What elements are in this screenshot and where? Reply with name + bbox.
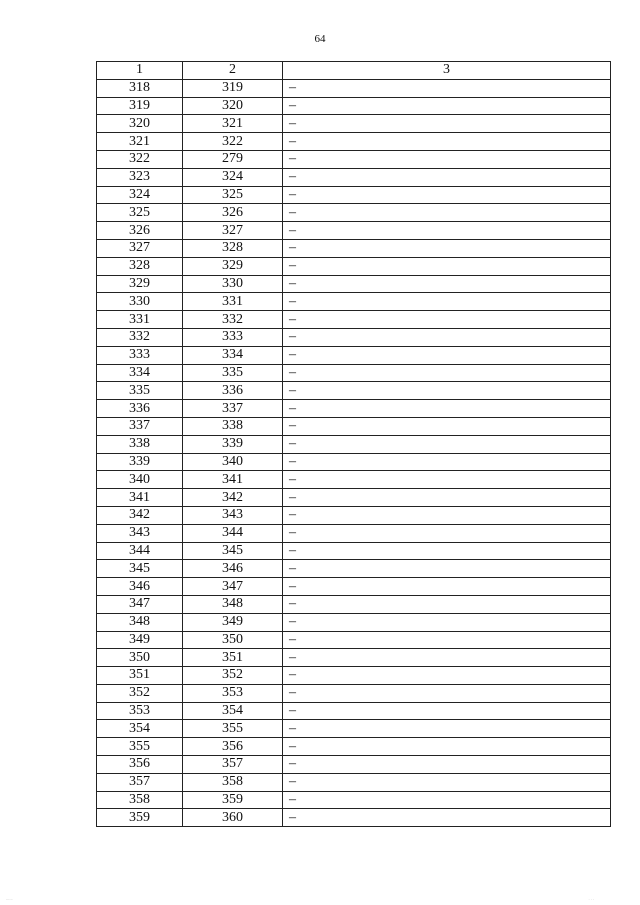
table-cell-col2: 321: [183, 115, 283, 133]
table-cell-col1: 322: [97, 150, 183, 168]
table-cell-col2: 350: [183, 631, 283, 649]
table-cell-col2: 354: [183, 702, 283, 720]
table-cell-col2: 279: [183, 150, 283, 168]
table-cell-col2: 333: [183, 328, 283, 346]
table-cell-col2: 330: [183, 275, 283, 293]
table-cell-col1: 328: [97, 257, 183, 275]
table-cell-col2: 353: [183, 684, 283, 702]
table-row: [97, 382, 611, 400]
table-cell-col2: 352: [183, 667, 283, 685]
table-cell-col1: 357: [97, 773, 183, 791]
table-cell-col3: –: [283, 168, 611, 186]
table-row: [97, 328, 611, 346]
table-cell-col1: 353: [97, 702, 183, 720]
table-row: [97, 578, 611, 596]
table-row: [97, 222, 611, 240]
table-row: [97, 417, 611, 435]
data-table: [96, 61, 611, 827]
table-cell-col2: 341: [183, 471, 283, 489]
table-cell-col2: 348: [183, 595, 283, 613]
table-cell-col3: –: [283, 560, 611, 578]
table-row: [97, 738, 611, 756]
table-cell-col2: 357: [183, 756, 283, 774]
table-cell-col1: 327: [97, 239, 183, 257]
table-cell-col3: –: [283, 791, 611, 809]
table-cell-col2: 359: [183, 791, 283, 809]
table-row: [97, 346, 611, 364]
table-cell-col2: 356: [183, 738, 283, 756]
table-cell-col3: –: [283, 293, 611, 311]
page-number: 64: [314, 33, 326, 45]
table-cell-col1: 356: [97, 756, 183, 774]
table-cell-col2: 325: [183, 186, 283, 204]
table-cell-col3: –: [283, 328, 611, 346]
table-cell-col3: –: [283, 150, 611, 168]
table-cell-col3: –: [283, 471, 611, 489]
table-cell-col3: –: [283, 756, 611, 774]
table-row: [97, 702, 611, 720]
table-cell-col3: –: [283, 542, 611, 560]
table-cell-col1: 352: [97, 684, 183, 702]
table-cell-col3: –: [283, 453, 611, 471]
table-cell-col2: 347: [183, 578, 283, 596]
table-row: [97, 560, 611, 578]
table-cell-col3: –: [283, 578, 611, 596]
table-cell-col1: 359: [97, 809, 183, 827]
table-row: [97, 364, 611, 382]
table-cell-col2: 351: [183, 649, 283, 667]
table-row: [97, 631, 611, 649]
table-row: [97, 204, 611, 222]
table-cell-col2: 334: [183, 346, 283, 364]
table-cell-col3: –: [283, 115, 611, 133]
table-cell-col3: –: [283, 222, 611, 240]
table-cell-col2: 336: [183, 382, 283, 400]
table-cell-col2: 328: [183, 239, 283, 257]
table-cell-col1: 354: [97, 720, 183, 738]
table-cell-col3: –: [283, 382, 611, 400]
table-cell-col2: 337: [183, 400, 283, 418]
table-cell-col1: 323: [97, 168, 183, 186]
table-cell-col3: –: [283, 773, 611, 791]
table-cell-col3: –: [283, 133, 611, 151]
table-cell-col1: 342: [97, 506, 183, 524]
table-cell-col1: 340: [97, 471, 183, 489]
table-row: [97, 489, 611, 507]
table-cell-col1: 321: [97, 133, 183, 151]
table-row: [97, 275, 611, 293]
table-row: [97, 133, 611, 151]
table-row: [97, 400, 611, 418]
table-cell-col3: –: [283, 684, 611, 702]
table-row: [97, 595, 611, 613]
table-row: [97, 542, 611, 560]
table-cell-col1: 330: [97, 293, 183, 311]
table-cell-col3: –: [283, 346, 611, 364]
table-cell-col1: 344: [97, 542, 183, 560]
table-cell-col2: 335: [183, 364, 283, 382]
table-cell-col1: 343: [97, 524, 183, 542]
table-cell-col1: 329: [97, 275, 183, 293]
table-cell-col2: 332: [183, 311, 283, 329]
table-cell-col1: 348: [97, 613, 183, 631]
table-row: [97, 115, 611, 133]
table-row: [97, 150, 611, 168]
table-cell-col3: –: [283, 613, 611, 631]
table-cell-col3: –: [283, 720, 611, 738]
table-cell-col2: 324: [183, 168, 283, 186]
table-cell-col1: 355: [97, 738, 183, 756]
table-cell-col2: 360: [183, 809, 283, 827]
table-cell-col1: 332: [97, 328, 183, 346]
table-cell-col3: –: [283, 364, 611, 382]
table-cell-col2: 339: [183, 435, 283, 453]
table-cell-col1: 334: [97, 364, 183, 382]
table-cell-col1: 338: [97, 435, 183, 453]
table-row: [97, 613, 611, 631]
table-row: [97, 506, 611, 524]
table-cell-col1: 339: [97, 453, 183, 471]
table-cell-col3: –: [283, 79, 611, 97]
table-cell-col2: 327: [183, 222, 283, 240]
table-cell-col3: –: [283, 667, 611, 685]
table-row: [97, 257, 611, 275]
table-cell-col1: 333: [97, 346, 183, 364]
footer-mark-left: ......: [6, 896, 13, 901]
table-cell-col3: –: [283, 239, 611, 257]
table-cell-col3: –: [283, 595, 611, 613]
table-cell-col3: –: [283, 702, 611, 720]
table-cell-col1: 320: [97, 115, 183, 133]
table-cell-col2: 355: [183, 720, 283, 738]
table-cell-col1: 345: [97, 560, 183, 578]
table-cell-col2: 338: [183, 417, 283, 435]
table-cell-col1: 326: [97, 222, 183, 240]
table-cell-col2: 344: [183, 524, 283, 542]
table-cell-col3: –: [283, 186, 611, 204]
table-cell-col3: –: [283, 489, 611, 507]
table-header-row: [97, 62, 611, 80]
table-cell-col3: –: [283, 649, 611, 667]
table-row: [97, 97, 611, 115]
table-cell-col1: 347: [97, 595, 183, 613]
table-cell-col3: –: [283, 97, 611, 115]
table-cell-col1: 324: [97, 186, 183, 204]
table-cell-col1: 318: [97, 79, 183, 97]
table-row: [97, 453, 611, 471]
table-cell-col3: –: [283, 809, 611, 827]
table-cell-col2: 319: [183, 79, 283, 97]
table-cell-col1: 325: [97, 204, 183, 222]
footer-mark-right: . . .: [588, 896, 594, 901]
table-cell-col3: –: [283, 417, 611, 435]
table-row: [97, 720, 611, 738]
table-cell-col2: 346: [183, 560, 283, 578]
table-cell-col3: –: [283, 738, 611, 756]
table-cell-col1: 346: [97, 578, 183, 596]
table-cell-col1: 341: [97, 489, 183, 507]
table-cell-col1: 349: [97, 631, 183, 649]
table-body: [97, 79, 611, 826]
table-cell-col3: –: [283, 631, 611, 649]
table-row: [97, 684, 611, 702]
table-row: [97, 435, 611, 453]
table-cell-col3: –: [283, 204, 611, 222]
table-row: [97, 756, 611, 774]
table-row: [97, 791, 611, 809]
table-row: [97, 649, 611, 667]
column-header: 2: [183, 62, 283, 80]
table-cell-col3: –: [283, 435, 611, 453]
table-cell-col3: –: [283, 275, 611, 293]
table-row: [97, 293, 611, 311]
table-cell-col2: 340: [183, 453, 283, 471]
table-cell-col1: 331: [97, 311, 183, 329]
table-cell-col1: 351: [97, 667, 183, 685]
table-row: [97, 809, 611, 827]
table-row: [97, 168, 611, 186]
column-header: 3: [283, 62, 611, 80]
table-cell-col3: –: [283, 257, 611, 275]
table-cell-col2: 349: [183, 613, 283, 631]
table-cell-col3: –: [283, 311, 611, 329]
table-row: [97, 773, 611, 791]
table-cell-col2: 331: [183, 293, 283, 311]
table-cell-col2: 329: [183, 257, 283, 275]
table-cell-col2: 343: [183, 506, 283, 524]
table-row: [97, 79, 611, 97]
table-cell-col1: 358: [97, 791, 183, 809]
table-cell-col3: –: [283, 506, 611, 524]
table-row: [97, 311, 611, 329]
table-row: [97, 524, 611, 542]
table-cell-col2: 322: [183, 133, 283, 151]
table-cell-col3: –: [283, 400, 611, 418]
table-cell-col2: 345: [183, 542, 283, 560]
table-cell-col1: 336: [97, 400, 183, 418]
column-header: 1: [97, 62, 183, 80]
table-cell-col1: 319: [97, 97, 183, 115]
table-row: [97, 471, 611, 489]
table-row: [97, 667, 611, 685]
table-cell-col1: 337: [97, 417, 183, 435]
table-cell-col2: 326: [183, 204, 283, 222]
table-cell-col1: 335: [97, 382, 183, 400]
table-row: [97, 186, 611, 204]
table-cell-col2: 320: [183, 97, 283, 115]
table-cell-col2: 342: [183, 489, 283, 507]
table-cell-col1: 350: [97, 649, 183, 667]
table-cell-col2: 358: [183, 773, 283, 791]
table-cell-col3: –: [283, 524, 611, 542]
table-row: [97, 239, 611, 257]
